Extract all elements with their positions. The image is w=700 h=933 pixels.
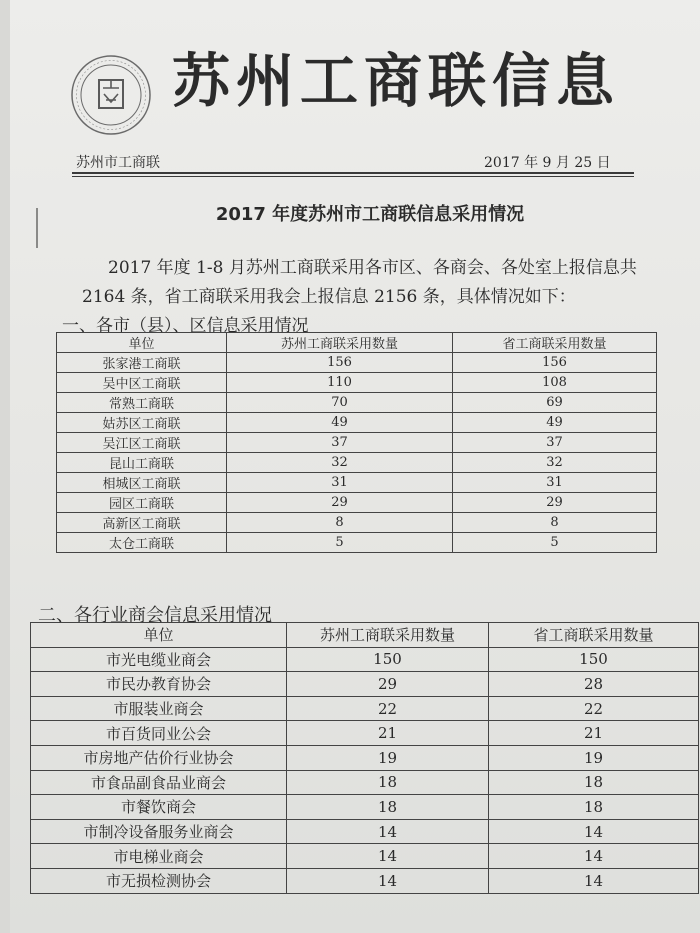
seal-emblem-icon — [70, 54, 152, 136]
sender-name: 苏州市工商联 — [76, 155, 160, 171]
column-header: 省工商联采用数量 — [453, 333, 657, 353]
suzhou-count-cell: 8 — [227, 513, 453, 533]
table-row — [31, 819, 699, 844]
province-count-cell: 69 — [453, 393, 657, 413]
unit-name-cell: 吴江区工商联 — [57, 433, 227, 453]
suzhou-count-cell: 110 — [227, 373, 453, 393]
province-count-cell: 156 — [453, 353, 657, 373]
issue-date: 2017 年 9 月 25 日 — [484, 155, 611, 171]
column-header: 苏州工商联采用数量 — [227, 333, 453, 353]
table-row — [57, 473, 657, 493]
unit-name-cell: 市餐饮商会 — [31, 795, 287, 820]
header-rule-thin — [72, 176, 634, 177]
unit-name-cell: 高新区工商联 — [57, 513, 227, 533]
province-count-cell: 49 — [453, 413, 657, 433]
document-title: 2017 年度苏州市工商联信息采用情况 — [215, 204, 525, 225]
table-row — [57, 433, 657, 453]
table-row — [31, 647, 699, 672]
province-count-cell: 14 — [489, 868, 699, 893]
table-row — [31, 696, 699, 721]
suzhou-count-cell: 31 — [227, 473, 453, 493]
section-2-heading: 二、各行业商会信息采用情况 — [38, 605, 272, 626]
unit-name-cell: 市无损检测协会 — [31, 868, 287, 893]
suzhou-count-cell: 18 — [287, 795, 489, 820]
table-header-row — [57, 333, 657, 353]
table-row — [31, 745, 699, 770]
table-row — [57, 453, 657, 473]
column-header: 单位 — [57, 333, 227, 353]
table-row — [57, 373, 657, 393]
suzhou-count-cell: 19 — [287, 745, 489, 770]
unit-name-cell: 市制冷设备服务业商会 — [31, 819, 287, 844]
table-header-row — [31, 623, 699, 648]
suzhou-count-cell: 29 — [227, 493, 453, 513]
section-1-table — [56, 332, 657, 553]
province-count-cell: 37 — [453, 433, 657, 453]
suzhou-count-cell: 29 — [287, 672, 489, 697]
province-count-cell: 29 — [453, 493, 657, 513]
column-header: 单位 — [31, 623, 287, 648]
masthead-title: 苏州工商联信息 — [172, 47, 621, 115]
table-row — [31, 721, 699, 746]
province-count-cell: 18 — [489, 795, 699, 820]
table-row — [31, 770, 699, 795]
punch-hole-mark — [36, 208, 38, 248]
unit-name-cell: 市民办教育协会 — [31, 672, 287, 697]
suzhou-count-cell: 70 — [227, 393, 453, 413]
province-count-cell: 18 — [489, 770, 699, 795]
unit-name-cell: 市百货同业公会 — [31, 721, 287, 746]
suzhou-count-cell: 22 — [287, 696, 489, 721]
table-row — [31, 868, 699, 893]
unit-name-cell: 张家港工商联 — [57, 353, 227, 373]
unit-name-cell: 吴中区工商联 — [57, 373, 227, 393]
intro-line-1: 2017 年度 1-8 月苏州工商联采用各市区、各商会、各处室上报信息共 — [108, 258, 637, 278]
province-count-cell: 14 — [489, 819, 699, 844]
suzhou-count-cell: 14 — [287, 819, 489, 844]
table-row — [31, 795, 699, 820]
header-rule-thick — [72, 172, 634, 174]
province-count-cell: 8 — [453, 513, 657, 533]
table-row — [57, 413, 657, 433]
unit-name-cell: 市食品副食品业商会 — [31, 770, 287, 795]
suzhou-count-cell: 5 — [227, 533, 453, 553]
unit-name-cell: 常熟工商联 — [57, 393, 227, 413]
table-row — [57, 533, 657, 553]
province-count-cell: 28 — [489, 672, 699, 697]
suzhou-count-cell: 156 — [227, 353, 453, 373]
table-row — [57, 353, 657, 373]
suzhou-count-cell: 14 — [287, 868, 489, 893]
province-count-cell: 22 — [489, 696, 699, 721]
province-count-cell: 150 — [489, 647, 699, 672]
province-count-cell: 108 — [453, 373, 657, 393]
province-count-cell: 32 — [453, 453, 657, 473]
unit-name-cell: 市房地产估价行业协会 — [31, 745, 287, 770]
section-1-heading: 一、各市（县）、区信息采用情况 — [62, 316, 309, 336]
column-header: 省工商联采用数量 — [489, 623, 699, 648]
suzhou-count-cell: 37 — [227, 433, 453, 453]
unit-name-cell: 市电梯业商会 — [31, 844, 287, 869]
table-row — [57, 393, 657, 413]
suzhou-count-cell: 14 — [287, 844, 489, 869]
unit-name-cell: 姑苏区工商联 — [57, 413, 227, 433]
suzhou-count-cell: 49 — [227, 413, 453, 433]
suzhou-count-cell: 150 — [287, 647, 489, 672]
column-header: 苏州工商联采用数量 — [287, 623, 489, 648]
unit-name-cell: 相城区工商联 — [57, 473, 227, 493]
province-count-cell: 31 — [453, 473, 657, 493]
unit-name-cell: 市光电缆业商会 — [31, 647, 287, 672]
unit-name-cell: 昆山工商联 — [57, 453, 227, 473]
unit-name-cell: 园区工商联 — [57, 493, 227, 513]
intro-line-2: 2164 条，省工商联采用我会上报信息 2156 条，具体情况如下： — [82, 287, 576, 307]
unit-name-cell: 市服装业商会 — [31, 696, 287, 721]
unit-name-cell: 太仓工商联 — [57, 533, 227, 553]
province-count-cell: 14 — [489, 844, 699, 869]
suzhou-count-cell: 32 — [227, 453, 453, 473]
table-row — [57, 513, 657, 533]
suzhou-count-cell: 21 — [287, 721, 489, 746]
table-row — [31, 672, 699, 697]
suzhou-count-cell: 18 — [287, 770, 489, 795]
province-count-cell: 5 — [453, 533, 657, 553]
table-row — [57, 493, 657, 513]
intro-paragraph — [82, 254, 652, 312]
table-row — [31, 844, 699, 869]
province-count-cell: 21 — [489, 721, 699, 746]
province-count-cell: 19 — [489, 745, 699, 770]
section-2-table — [30, 622, 699, 894]
